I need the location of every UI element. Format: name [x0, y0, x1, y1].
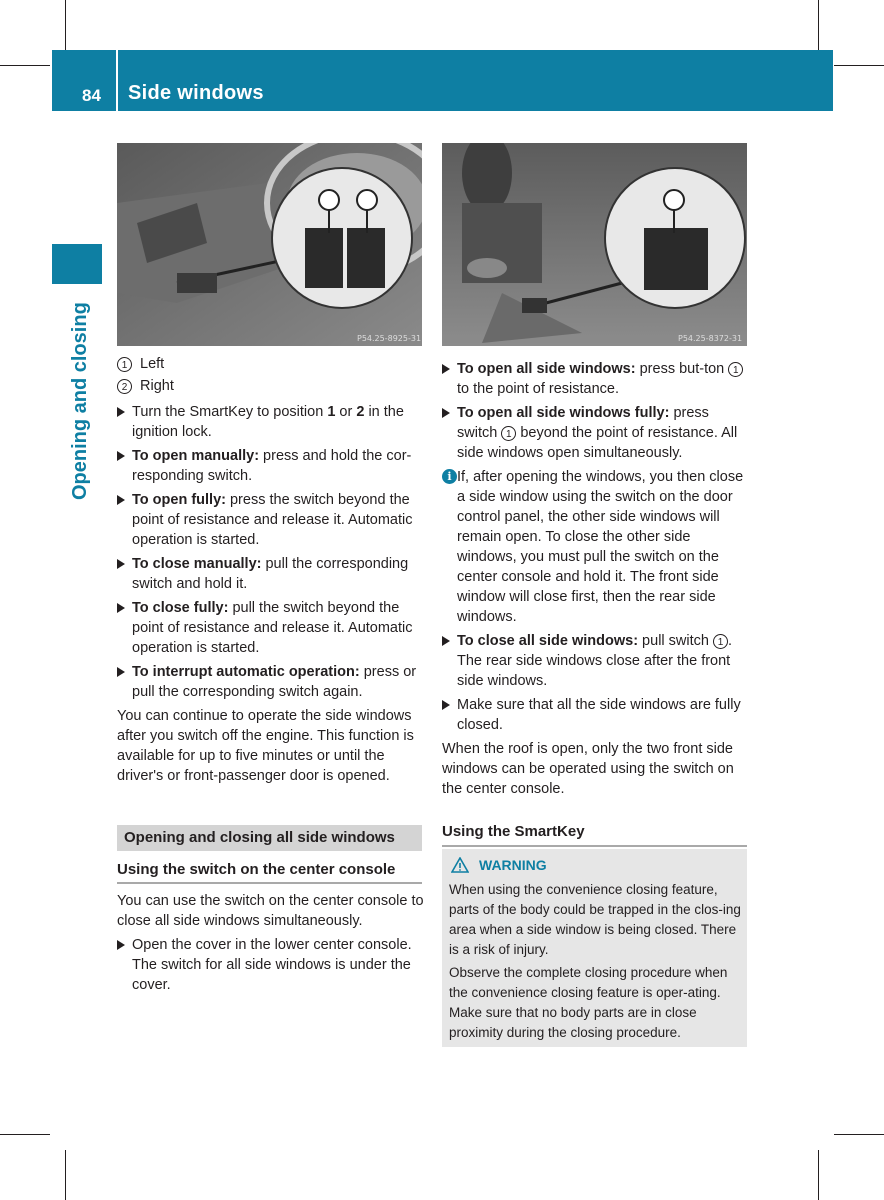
step-arrow-icon — [117, 603, 125, 613]
step-bold: To close manually: — [132, 556, 262, 572]
step-bold: To open all side windows: — [457, 361, 636, 377]
subsection-heading: Using the switch on the center console — [117, 861, 396, 878]
instruction-step — [442, 695, 748, 735]
crop-mark — [834, 1134, 884, 1135]
legend-label: Right — [140, 378, 174, 394]
right-column — [442, 359, 748, 803]
step-bold: To interrupt automatic operation: — [132, 664, 360, 680]
instruction-step — [442, 403, 748, 463]
warning-triangle-icon — [451, 857, 469, 873]
section-heading: Opening and closing all side windows — [117, 825, 422, 851]
step-arrow-icon — [117, 667, 125, 677]
left-lower-column — [117, 891, 424, 999]
callout-number: 1 — [117, 357, 132, 372]
step-text: press but-ton — [635, 361, 729, 377]
side-tab-label: Opening and closing — [69, 302, 91, 500]
step-arrow-icon — [117, 940, 125, 950]
instruction-step — [117, 490, 424, 550]
crop-mark — [818, 0, 819, 50]
step-text: pull the corresponding switch and hold it. — [132, 556, 409, 592]
step-text: . The rear side windows close after the front side windows. — [457, 633, 733, 689]
crop-mark — [65, 1150, 66, 1200]
body-paragraph: You can use the switch on the center console to close all side windows simultaneously. — [117, 893, 424, 929]
callout-number: 1 — [728, 362, 743, 377]
callout-number: 1 — [713, 634, 728, 649]
info-note — [442, 467, 748, 627]
step-text: Open the cover in the lower center console. The switch for all side windows is under the cover. — [132, 937, 412, 993]
step-text: press and hold the cor-responding switch. — [132, 448, 412, 484]
left-column — [117, 354, 424, 790]
instruction-step — [117, 402, 424, 442]
crop-mark — [0, 65, 50, 66]
body-paragraph: You can continue to operate the side windows after you switch off the engine. This function is available for up to five minutes or until the driver's or front-passenger door is opened. — [117, 708, 414, 784]
step-arrow-icon — [442, 408, 450, 418]
step-arrow-icon — [117, 407, 125, 417]
header-divider — [116, 50, 118, 111]
warning-paragraph: When using the convenience closing feature, parts of the body could be trapped in the clos-ing area when a side window is being closed. There is a risk of injury. — [449, 882, 741, 957]
legend-item — [117, 376, 424, 396]
step-bold: 2 — [356, 404, 365, 420]
subsection-heading: Using the SmartKey — [442, 823, 585, 840]
step-arrow-icon — [117, 495, 125, 505]
step-text: press or pull the corresponding switch again. — [132, 664, 417, 700]
step-text: Turn the SmartKey to position — [132, 404, 328, 420]
note-text: If, after opening the windows, you then close a side window using the switch on the door control panel, the other side windows will remain open. To close the other side windows, you must pull the switch on the center console and hold it. The front side window will close first, then the rear side windows. — [457, 469, 744, 625]
body-paragraph: When the roof is open, only the two front side windows can be operated using the switch on the center console. — [442, 741, 734, 797]
crop-mark — [0, 1134, 50, 1135]
step-text: Make sure that all the side windows are fully closed. — [457, 697, 741, 733]
instruction-step — [117, 446, 424, 486]
step-text: beyond the point of resistance. All side windows open simultaneously. — [457, 425, 738, 461]
crop-mark — [818, 1150, 819, 1200]
figure-code: P54.25-8925-31 — [357, 334, 422, 343]
step-bold: To open manually: — [132, 448, 260, 464]
instruction-step — [442, 359, 748, 399]
legend-item — [117, 354, 424, 374]
page-title: Side windows — [128, 82, 264, 104]
crop-mark — [65, 0, 66, 50]
instruction-step — [117, 935, 424, 995]
step-bold: To open all side windows fully: — [457, 405, 670, 421]
step-bold: To close all side windows: — [457, 633, 639, 649]
crop-mark — [834, 65, 884, 66]
step-arrow-icon — [117, 451, 125, 461]
warning-title — [451, 857, 547, 873]
step-bold: To open fully: — [132, 492, 226, 508]
step-text: or — [335, 404, 357, 420]
step-text: pull the switch beyond the point of resistance and release it. Automatic operation is started. — [132, 600, 413, 656]
figure-code: P54.25-8372-31 — [678, 334, 743, 343]
legend-label: Left — [140, 356, 165, 372]
side-tab-marker — [52, 244, 102, 284]
warning-title-text: WARNING — [479, 857, 547, 873]
step-text: pull switch — [638, 633, 713, 649]
step-arrow-icon — [117, 559, 125, 569]
step-arrow-icon — [442, 364, 450, 374]
step-arrow-icon — [442, 636, 450, 646]
step-text: press the switch beyond the point of resistance and release it. Automatic operation is started. — [132, 492, 413, 548]
instruction-step — [117, 598, 424, 658]
step-text: in the ignition lock. — [132, 404, 404, 440]
warning-body — [449, 880, 742, 1046]
step-text: press switch — [457, 405, 709, 441]
step-text: to the point of resistance. — [457, 381, 620, 397]
page-number: 84 — [82, 86, 101, 105]
door-switch-photo — [117, 143, 422, 346]
callout-number: 1 — [501, 426, 516, 441]
warning-paragraph: Observe the complete closing procedure when the convenience closing feature is oper-ating. Make sure that no body parts are in close proximity during the closing procedure. — [449, 965, 728, 1040]
heading-rule — [442, 845, 747, 847]
step-bold: 1 — [327, 404, 336, 420]
instruction-step — [117, 554, 424, 594]
info-icon: i — [442, 469, 457, 484]
instruction-step — [117, 662, 424, 702]
console-switch-photo — [442, 143, 747, 346]
instruction-step — [442, 631, 748, 691]
heading-rule — [117, 882, 422, 884]
step-bold: To close fully: — [132, 600, 229, 616]
callout-number: 2 — [117, 379, 132, 394]
step-arrow-icon — [442, 700, 450, 710]
